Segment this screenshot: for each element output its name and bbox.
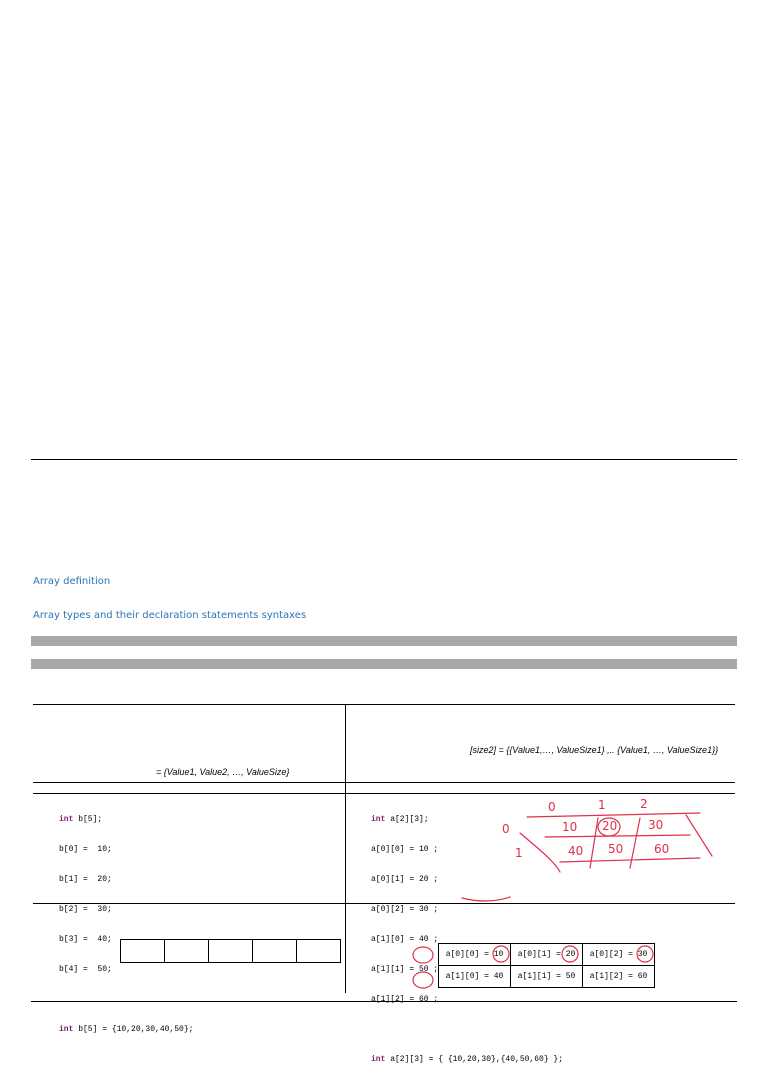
ink-col-label: 1 [598, 798, 606, 812]
code-line: a[0][2] = 30 ; [371, 905, 439, 914]
code-line: a[1][1] = 50 ; [371, 965, 439, 974]
ink-value: 30 [648, 818, 664, 832]
array-cell [253, 940, 297, 962]
section-bar-1 [31, 636, 737, 646]
ink-value: 40 [568, 844, 584, 858]
grid-cell: a[0][0] = 10 [439, 944, 511, 966]
ink-row-label: 0 [502, 822, 510, 836]
code-line: a[0][1] = 20 ; [371, 875, 439, 884]
grid-cell: a[0][1] = 20 [511, 944, 583, 966]
code-line: b[3] = 40; [59, 935, 112, 944]
ink-value: 50 [608, 842, 624, 856]
array-cell [165, 940, 209, 962]
one-dim-code [59, 795, 193, 1045]
ink-col-label: 0 [548, 800, 556, 814]
ink-col-label: 2 [640, 797, 648, 811]
code-line: a[1][0] = 40 ; [371, 935, 439, 944]
ink-value: 20 [602, 819, 618, 833]
code-line: int b[5]; [59, 815, 103, 824]
table-column-divider [345, 704, 346, 993]
code-line: int a[2][3]; [371, 815, 429, 824]
grid-row [439, 944, 655, 966]
array-cell [297, 940, 340, 962]
array-cell [209, 940, 253, 962]
ink-row-label: 1 [515, 846, 523, 860]
code-line: b[2] = 30; [59, 905, 112, 914]
ink-grid-line [545, 835, 690, 837]
grid-cell: a[1][2] = 60 [583, 966, 655, 988]
table-row-divider [33, 793, 735, 794]
ink-grid-line [686, 815, 712, 856]
array-types-link[interactable]: Array types and their declaration statements syntaxes [33, 610, 307, 621]
two-dim-array-diagram [438, 943, 655, 988]
two-dim-syntax: [size2] = {{Value1,…, ValueSize1} ,.. {Value1, …, ValueSize1}} [470, 745, 719, 755]
table-row-divider [33, 782, 735, 783]
code-line [59, 995, 193, 1005]
code-line [371, 1025, 563, 1035]
ink-grid-line [590, 818, 598, 868]
one-dim-syntax: = {Value1, Value2, …, ValueSize} [156, 767, 290, 777]
two-dim-code [371, 795, 563, 1075]
grid-cell: a[0][2] = 30 [583, 944, 655, 966]
one-dim-array-diagram [120, 939, 341, 963]
grid-cell: a[1][0] = 40 [439, 966, 511, 988]
code-line: b[4] = 50; [59, 965, 112, 974]
ink-circle [598, 818, 620, 836]
code-line: a[0][0] = 10 ; [371, 845, 439, 854]
code-line: b[1] = 20; [59, 875, 112, 884]
ink-value: 60 [654, 842, 670, 856]
section-bar-2 [31, 659, 737, 669]
array-definition-link[interactable]: Array definition [33, 576, 111, 587]
array-cell [121, 940, 165, 962]
code-line: int a[2][3] = { {10,20,30},{40,50,60} }; [371, 1055, 564, 1064]
code-line: int b[5] = {10,20,30,40,50}; [59, 1025, 194, 1034]
table-top-border [33, 704, 735, 705]
code-line: b[0] = 10; [59, 845, 112, 854]
ink-grid-line [560, 858, 700, 862]
code-line: a[1][2] = 60 ; [371, 995, 439, 1004]
ink-grid-line [630, 818, 640, 868]
grid-row [439, 966, 655, 988]
page-separator [31, 459, 737, 460]
ink-value: 10 [562, 820, 578, 834]
grid-cell: a[1][1] = 50 [511, 966, 583, 988]
